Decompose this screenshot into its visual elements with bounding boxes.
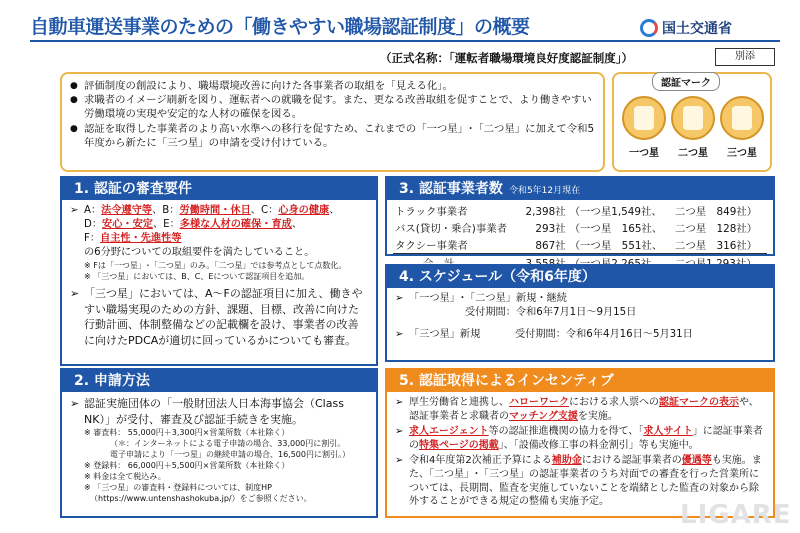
application-method-panel xyxy=(60,368,378,518)
summary-item: ● 評価制度の創設により、職場環境改善に向けた各事業者の取組を「見える化」。 xyxy=(70,79,595,93)
table-row: タクシー事業者 867社 （一つ星 551社、 二つ星 316社） xyxy=(395,240,758,252)
mark-caption: 一つ星 xyxy=(629,148,659,159)
schedule-panel xyxy=(385,264,775,362)
mark-caption: 三つ星 xyxy=(727,148,757,159)
schedule-period: 受付期間：令和6年4月16日～5月31日 xyxy=(515,329,693,340)
incentive-item: ➢ 厚生労働省と連携し、ハローワークにおける求人票への認証マークの表示や、認証事業者と求職者のマッチング支援を実施。 xyxy=(395,396,765,423)
schedule-item: ➢ 「三つ星」新規 xyxy=(395,328,515,342)
ministry-emblem-icon xyxy=(640,19,658,37)
application-text: ➢ 認証実施団体の「一般財団法人日本海事協会（Class NK）」が受付、審査及び認証手続きを実施。 xyxy=(70,396,368,427)
two-star-mark-icon xyxy=(671,96,715,140)
mark-caption: 二つ星 xyxy=(678,148,708,159)
official-name: （正式名称：「運転者職場環境良好度認証制度」） xyxy=(380,51,633,65)
schedule-item: ➢ 「一つ星」･「二つ星」新規・継続 xyxy=(395,292,765,306)
fee-note: ※ 審査料： 55,000円＋3,300円×営業所数（本社除く） xyxy=(84,428,290,437)
three-star-requirement: ➢ 「三つ星」においては、A～Fの認証項目に加え、働きやすい職場実現のための方針、課題、目標、改善に向けた行動計画、体制整備などの記載欄を設け、事業者の改善に向けたPDCAが適切に回っているかについても審査。 xyxy=(70,286,368,348)
one-star-mark-icon xyxy=(622,96,666,140)
section-heading: 2. 申請方法 xyxy=(62,370,376,392)
section-heading: 5. 認証取得によるインセンティブ xyxy=(387,370,773,392)
schedule-period: 受付期間：令和6年7月1日～9月15日 xyxy=(465,307,637,318)
incentive-item: ➢ 求人エージェント等の認証推進機関の協力を得て、「求人サイト」に認証事業者の特集ページの掲載」、「設備改修工事の料金割引」等も実施中。 xyxy=(395,425,765,452)
page-title: 自動車運送事業のための「働きやすい職場認証制度」の概要 xyxy=(30,16,530,38)
fee-note: ※ 登録料： 66,000円＋5,500円×営業所数（本社除く） xyxy=(84,461,290,470)
incentive-panel xyxy=(385,368,775,518)
title-divider xyxy=(30,40,780,42)
fee-note: 電子申請により「一つ星」の継続申請の場合、16,500円に割引。） xyxy=(110,450,350,459)
ministry-name: 国土交通省 xyxy=(662,21,732,37)
attachment-badge: 別添 xyxy=(715,48,775,66)
summary-box xyxy=(60,72,605,172)
fee-note: ※ 「三つ星」の審査料・登録料については、制度HP xyxy=(84,483,272,492)
summary-item: ● 認証を取得した事業者のより高い水準への移行を促すため、これまでの「一つ星」･「二つ星」に加えて令和5年度から新たに「三つ星」の申請を受け付けている。 xyxy=(70,122,595,150)
section-heading: 3. 認証事業者数 令和5年12月現在 xyxy=(387,178,773,200)
certification-mark-box xyxy=(612,72,772,172)
section-heading: 1. 認証の審査要件 xyxy=(62,178,376,200)
certified-count-table xyxy=(393,202,767,271)
certified-count-panel xyxy=(385,176,775,256)
footnote: ※ 「三つ星」においては、B、C、Eについて認証項目を追加。 xyxy=(84,272,310,281)
section-heading: 4. スケジュール（令和6年度） xyxy=(387,266,773,288)
fee-note: ※ 料金は全て税込み。 xyxy=(84,472,166,481)
incentive-item: ➢ 令和4年度第2次補正予算による補助金における認証事業者の優遇等も実施。また、「二つ星」･「三つ星」の認証事業者のうち対面での審査を行った営業所については、長期間、監査を実施していないことを端緒とした監査の対象から除外することができる規定の整備も実施予定。 xyxy=(395,454,765,508)
website-link[interactable]: （https://www.untenshashokuba.jp/）をご参照ください。 xyxy=(90,494,312,503)
footnote: ※ Fは「一つ星」･「二つ星」のみ。「二つ星」では参考点として点数化。 xyxy=(84,261,347,270)
review-requirements-panel xyxy=(60,176,378,366)
summary-item: ● 求職者のイメージ刷新を図り、運転者への就職を促す。また、更なる改善取組を促すことで、より働きやすい労働環境の実現や安定的な人材の確保を図る。 xyxy=(70,93,595,121)
table-row: バス(貸切・乗合)事業者 293社 （一つ星 165社、 二つ星 128社） xyxy=(395,223,758,235)
as-of-date: 令和5年12月現在 xyxy=(508,186,581,196)
mark-label: 認証マーク xyxy=(652,72,720,91)
requirement-list: ➢ A：法令遵守等、B：労働時間・休日、C：心身の健康、 D：安心・安定、E：多様な人材の確保・育成、 F：自主性・先進性等 の6分野についての取組要件を満たしていること。 xyxy=(70,204,368,260)
fee-note: （＊：インターネットによる電子申請の場合、33,000円に割引。 xyxy=(110,439,346,448)
three-star-mark-icon xyxy=(720,96,764,140)
table-row: トラック事業者 2,398社 （一つ星1,549社、 二つ星 849社） xyxy=(395,206,758,218)
watermark: LIGARE xyxy=(680,500,792,530)
ministry-logo xyxy=(640,18,732,38)
